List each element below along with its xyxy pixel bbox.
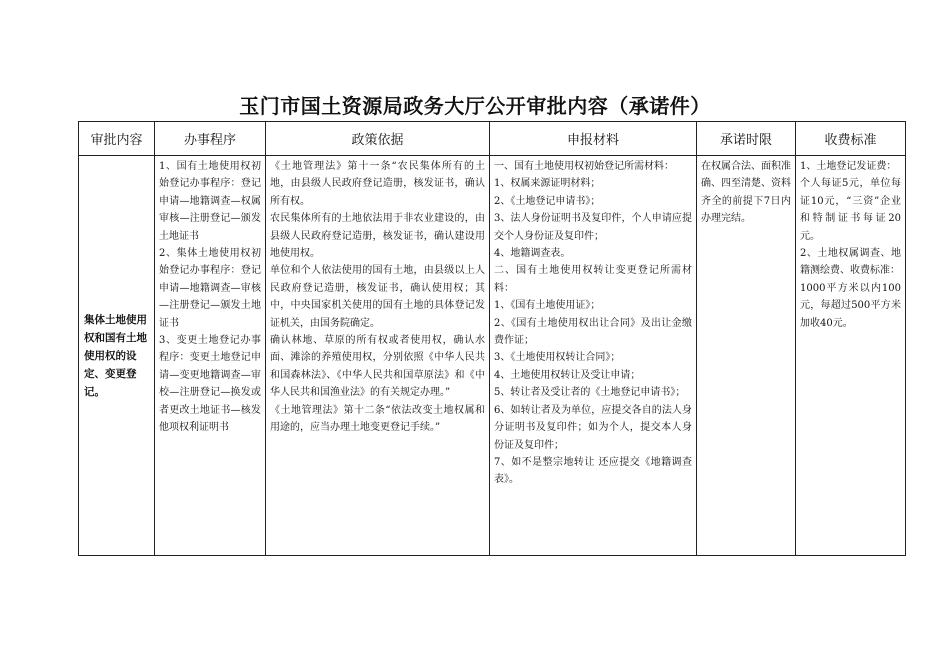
header-fee-standard: 收费标准 [796,122,906,156]
procedure-paragraph: 1、国有土地使用权初始登记办事程序：登记申请—地籍调查—权属审核—注册登记—颁发土地证书 [159,161,261,242]
materials-line: 4、地籍调查表。 [494,248,571,260]
header-approval-item: 审批内容 [79,122,155,156]
document-title: 玉门市国土资源局政务大厅公开审批内容（承诺件） [239,94,711,118]
header-policy-basis: 政策依据 [266,122,490,156]
basis-paragraph: 农民集体所有的土地依法用于非农业建设的，由县级人民政府登记造册，核发证书，确认建设用地使用权。 [270,213,485,260]
basis-paragraph: 确认林地、草原的所有权或者使用权，确认水面、滩涂的养殖使用权，分别依照《中华人民共和国森林法》、《中华人民共和国草原法》和《中华人民共和国渔业法》的有关规定办理。” [270,335,485,399]
approval-table [78,121,906,556]
cell-time-limit [697,156,796,556]
table-row [79,156,906,556]
basis-paragraph: 《土地管理法》第十一条“农民集体所有的土地，由县级人民政府登记造册，核发证书，确认所有权。 [270,161,485,207]
fee-line: 1000平方米以内100元，每超过500平方米加收40元。 [800,282,901,329]
materials-line: 2、《土地登记申请书》； [494,195,601,207]
cell-policy-basis [266,156,490,556]
procedure-paragraph: 3、变更土地登记办事程序：变更土地登记申请—变更地籍调查—审校—注册登记—换发或者更改土地证书—核发他项权利证明书 [159,335,261,434]
fee-line: 2、土地权属调查、地籍测绘费、收费标准： [800,248,901,277]
time-limit-text: 在权属合法、面积准确、四至清楚、资料齐全的前提下7日内办理完结。 [701,161,791,225]
header-application-materials: 申报材料 [490,122,697,156]
materials-line: 3、法人身份证明书及复印件，个人申请应提交个人身份证及复印件； [494,213,692,242]
basis-paragraph: 《土地管理法》第十二条“依法改变土地权属和用途的，应当办理土地变更登记手续。” [270,404,485,434]
materials-line: 6、如转让者及为单位，应提交各自的法人身分证明书及复印件；如为个人，提交本人身份证及复印件； [494,404,692,451]
materials-line: 2、《国有土地使用权出让合同》及出让金缴费作证； [494,317,692,347]
materials-line: 二、国有土地使用权转让变更登记所需材料： [494,265,692,294]
materials-line: 1、《国有土地使用证》； [494,300,601,312]
table-header-row [79,122,906,156]
cell-approval-item: 集体土地使用权和国有土地使用权的设定、变更登记。 [79,156,155,556]
header-time-limit: 承诺时限 [697,122,796,156]
fee-line: 个人每证5元，单位每证10元，“三资”企业和特制证书每证20元。 [800,178,901,242]
materials-line: 一、国有土地使用权初始登记所需材料： [494,161,674,172]
basis-paragraph: 单位和个人依法使用的国有土地，由县级以上人民政府登记造册，核发证书，确认使用权；其中，中央国家机关使用的国有土地的具体登记发证机关，由国务院确定。 [270,265,485,329]
fee-line: 1、土地登记发证费： [800,161,897,172]
cell-fee-standard [796,156,906,556]
header-procedure: 办事程序 [155,122,266,156]
materials-line: 5、转让者及受让者的《土地登记申请书》； [494,387,686,399]
cell-application-materials [490,156,697,556]
materials-line: 3、《土地使用权转让合同》； [494,352,621,364]
materials-line: 7、如不是整宗地转让 还应提交《地籍调查表》。 [494,456,692,486]
materials-line: 4、土地使用权转让及受让申请； [494,369,641,381]
procedure-paragraph: 2、集体土地使用权初始登记办事程序：登记申请—地籍调查—审核—注册登记—颁发土地证书 [159,248,261,329]
materials-line: 1、权属来源证明材料； [494,178,601,190]
cell-procedure [155,156,266,556]
